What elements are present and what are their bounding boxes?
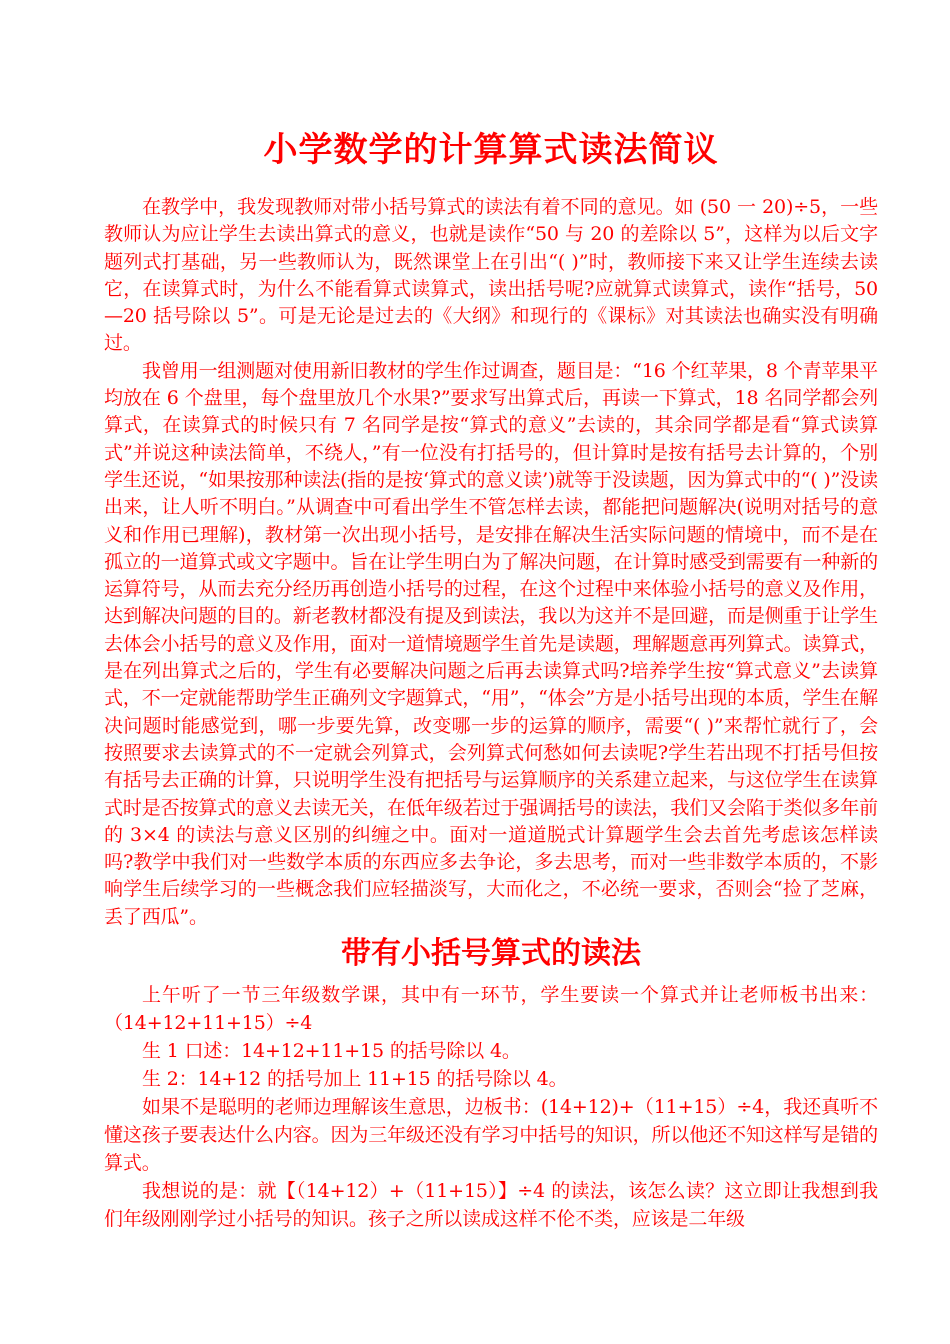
paragraph: 在教学中，我发现教师对带小括号算式的读法有着不同的意见。如 (50 一 20)÷5，一些教师认为应让学生去读出算式的意义，也就是读作“50 与 20 的差除以 5”，这样为以后文字题列式打基础，另一些教师认为，既然课堂上在引出“( )”时，教师接下来又让学生连续去读它，在读算式时，为什么不能看算式读算式，读出括号呢?应就算式读算式，读作“括号，50—20 括号除以 5”。可是无论是过去的《大纲》和现行的《课标》对其读法也确实没有明确过。 bbox=[104, 196, 878, 355]
paragraph: 生 2：14+12 的括号加上 11+15 的括号除以 4。 bbox=[142, 1068, 568, 1091]
article-title: 小学数学的计算算式读法简议 bbox=[263, 130, 719, 170]
section-title: 带有小括号算式的读法 bbox=[341, 936, 641, 972]
article-reading-method bbox=[104, 128, 878, 931]
paragraph: 生 1 口述：14+12+11+15 的括号除以 4。 bbox=[142, 1040, 521, 1063]
article-bracket-reading bbox=[104, 933, 878, 1233]
paragraph: 如果不是聪明的老师边理解该生意思，边板书：(14+12)+（11+15）÷4，我还真听不懂这孩子要表达什么内容。因为三年级还没有学习中括号的知识，所以他还不知这样写是错的算式。 bbox=[104, 1096, 878, 1175]
paragraph: 我曾用一组测题对使用新旧教材的学生作过调查，题目是：“16 个红苹果，8 个青苹果平均放在 6 个盘里，每个盘里放几个水果?”要求写出算式后，再读一下算式，18 名同学都会列算式，在读算式的时候只有 7 名同学是按“算式的意义”去读的，其余同学都是看“算式读算式”并说这种读法简单，不绕人，”有一位没有打括号的，但计算时是按有括号去计算的，个别学生还说，“如果按那种读法(指的是按‘算式的意义读’)就等于没读题，因为算式中的“( )”没读出来，让人听不明白。”从调查中可看出学生不管怎样去读，都能把问题解决(说明对括号的意义和作用已理解)，教材第一次出现小括号，是安排在解决生活实际问题的情境中，而不是在孤立的一道算式或文字题中。旨在让学生明白为了解决问题，在计算时感受到需要有一种新的运算符号，从而去充分经历再创造小括号的过程，在这个过程中来体验小括号的意义及作用，达到解决问题的目的。新老教材都没有提及到读法，我以为这并不是回避，而是侧重于让学生去体会小括号的意义及作用，面对一道情境题学生首先是读题，理解题意再列算式。读算式，是在列出算式之后的，学生有必要解决问题之后再去读算式吗?培养学生按“算式意义”去读算式，不一定就能帮助学生正确列文字题算式，“用”，“体会”方是小括号出现的本质，学生在解决问题时能感觉到，哪一步要先算，改变哪一步的运算的顺序，需要“( )”来帮忙就行了，会按照要求去读算式的不一定就会列算式，会列算式何愁如何去读呢?学生若出现不打括号但按有括号去正确的计算，只说明学生没有把括号与运算顺序的关系建立起来，与这位学生在读算式时是否按算式的意义去读无关，在低年级若过于强调括号的读法，我们又会陷于类似多年前的 3×4 的读法与意义区别的纠缠之中。面对一道道脱式计算题学生会去首先考虑该怎样读吗?教学中我们对一些数学本质的东西应多去争论，多去思考，而对一些非数学本质的，不影响学生后续学习的一些概念我们应轻描淡写，大而化之，不必统一要求，否则会“捡了芝麻，丢了西瓜”。 bbox=[104, 359, 878, 928]
paragraph: 上午听了一节三年级数学课，其中有一环节，学生要读一个算式并让老师板书出来：（14+12+11+15）÷4 bbox=[104, 984, 878, 1035]
document-page bbox=[104, 128, 878, 1233]
paragraph: 我想说的是：就【（14+12）+（11+15）】÷4 的读法，该怎么读？这立即让我想到我们年级刚刚学过小括号的知识。孩子之所以读成这样不伦不类，应该是二年级 bbox=[104, 1180, 878, 1231]
